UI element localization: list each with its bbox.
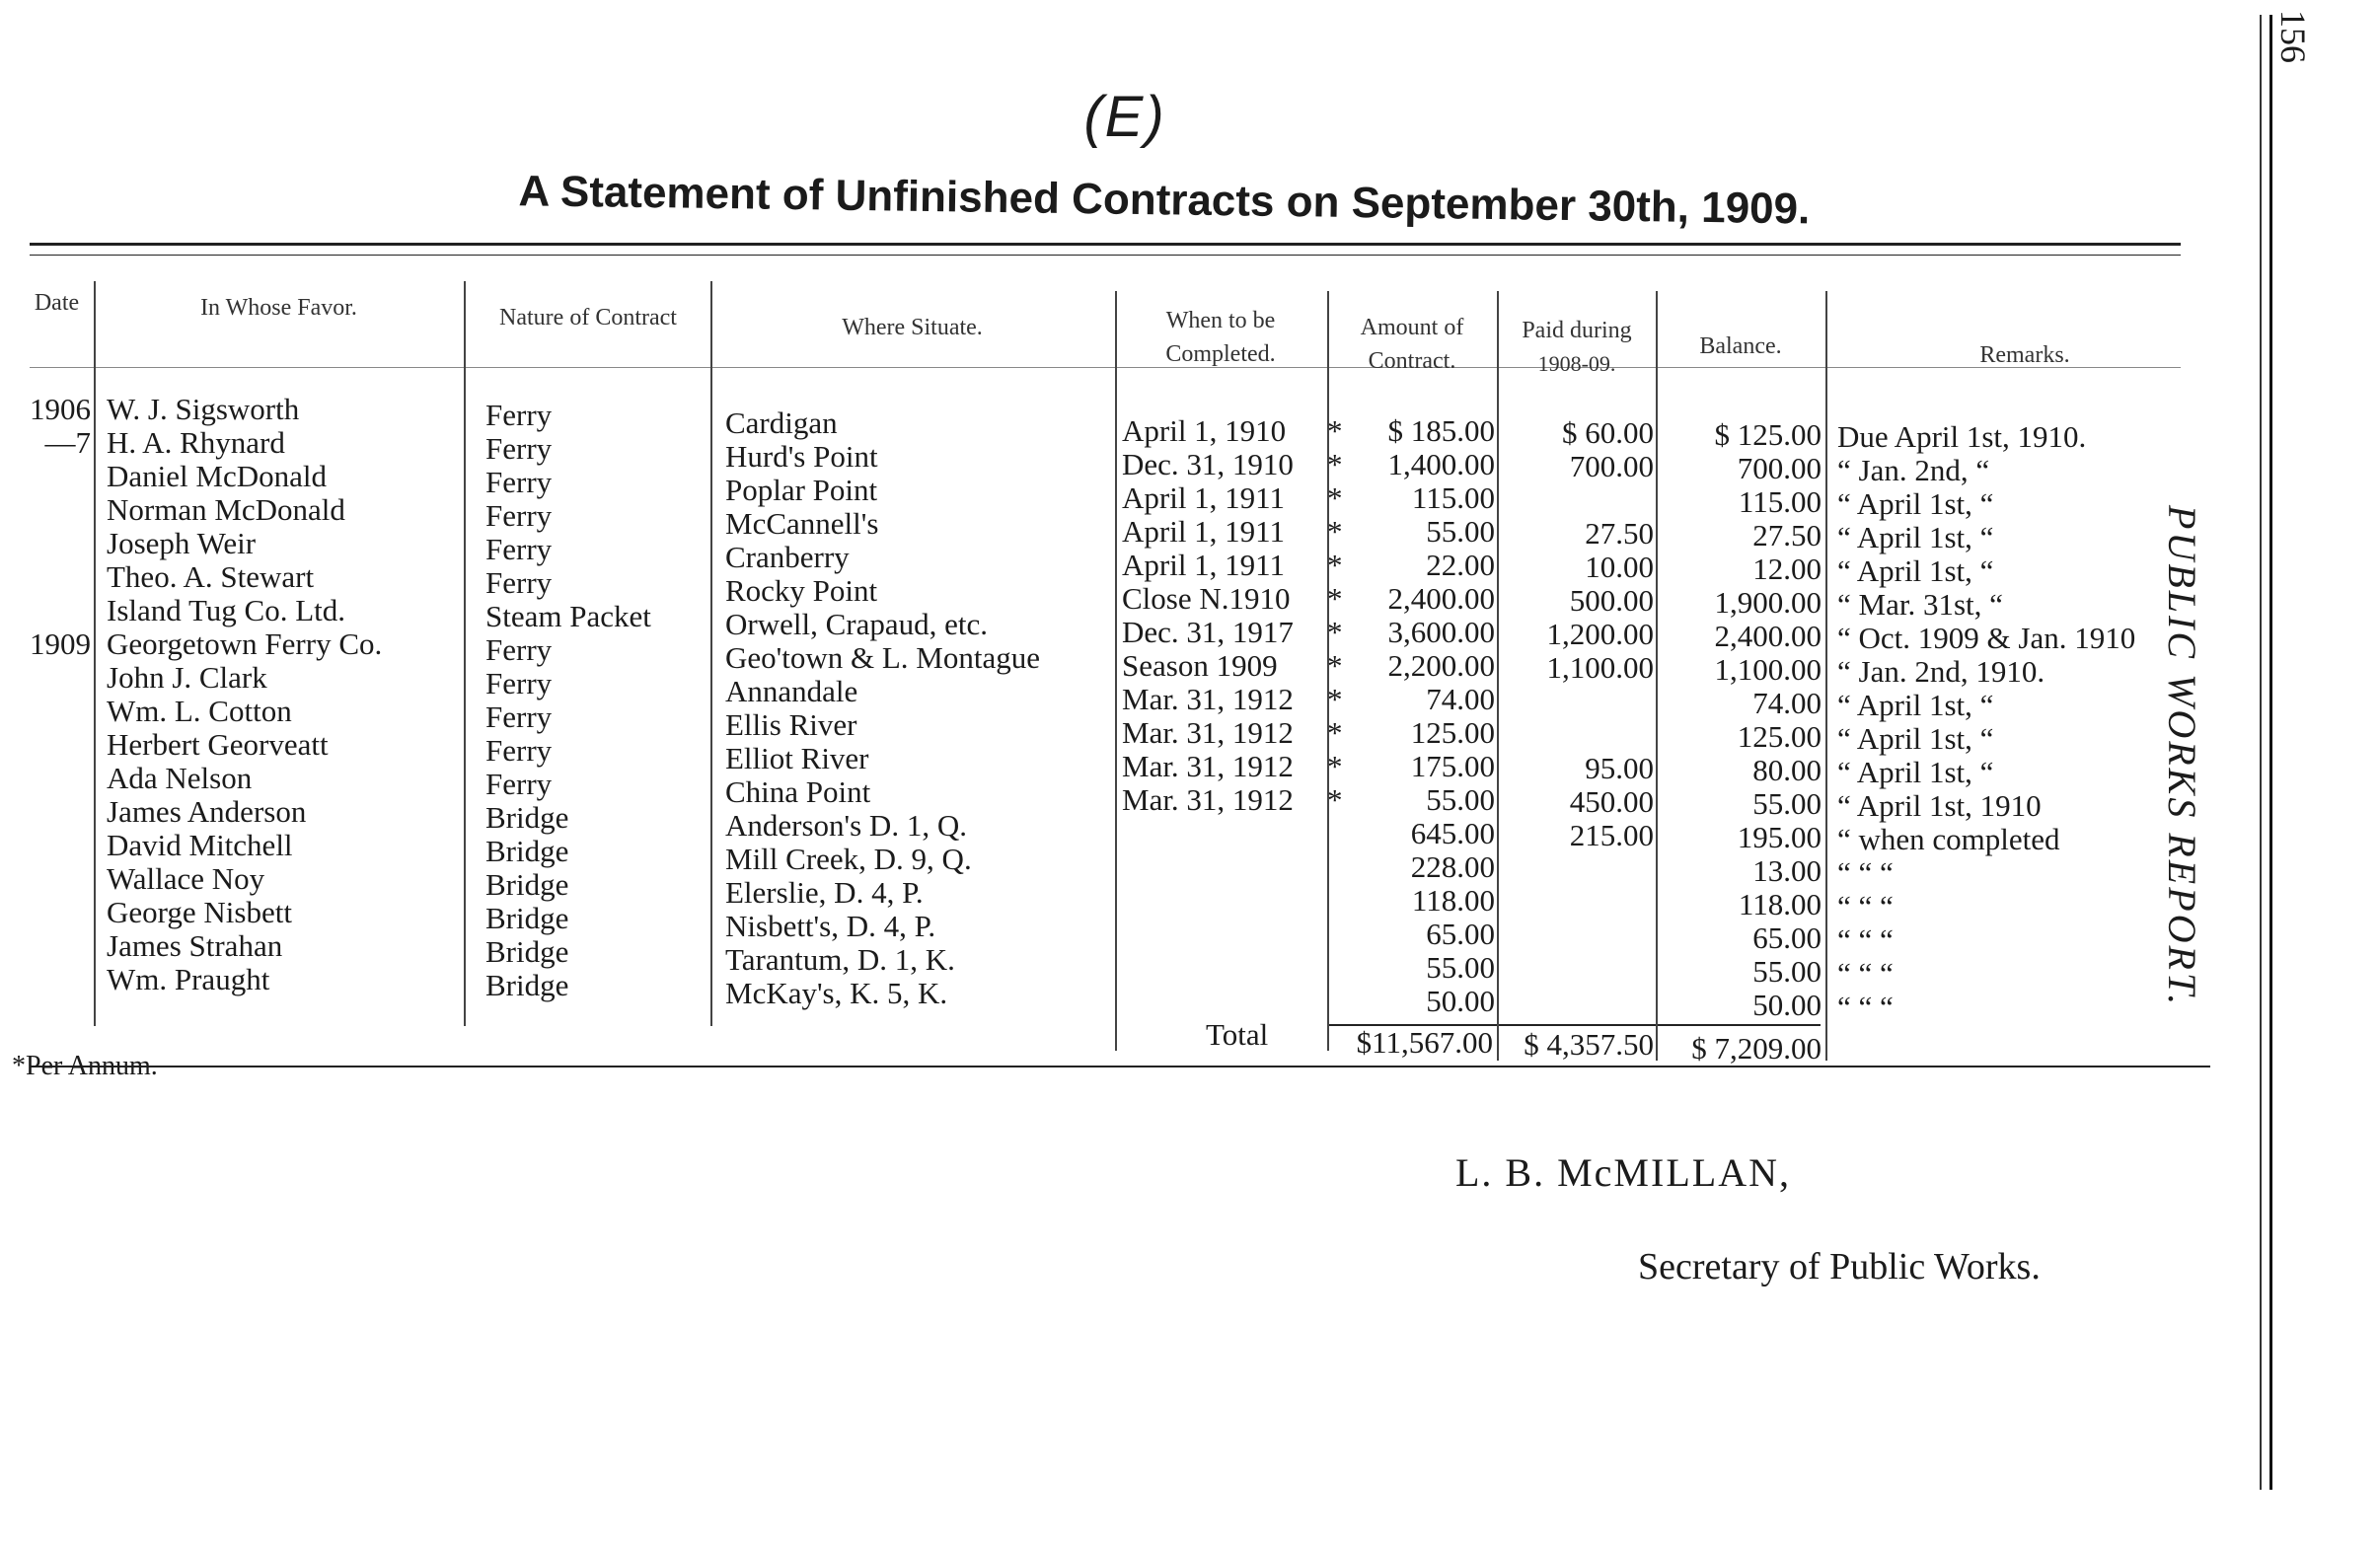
cell-where: Tarantum, D. 1, K. xyxy=(725,942,955,977)
cell-amount: 1,400.00 xyxy=(1387,447,1495,481)
cell-balance: 27.50 xyxy=(1752,518,1822,552)
cell-remarks: “ Jan. 2nd, 1910. xyxy=(1837,654,2045,689)
column-divider xyxy=(94,281,96,1026)
column-divider xyxy=(710,281,712,1026)
cell-paid: 10.00 xyxy=(1585,550,1654,584)
cell-balance: 1,100.00 xyxy=(1714,652,1822,687)
cell-where: Elliot River xyxy=(725,741,869,775)
cell-favor: Wallace Noy xyxy=(107,861,265,896)
cell-favor: James Strahan xyxy=(107,928,283,963)
cell-nature: Bridge xyxy=(485,968,569,1002)
cell-when: Mar. 31, 1912 xyxy=(1122,715,1294,750)
cell-star: * xyxy=(1327,447,1343,481)
cell-remarks: “ Mar. 31st, “ xyxy=(1837,587,2003,622)
cell-amount: 55.00 xyxy=(1426,950,1495,985)
cell-remarks: “ Jan. 2nd, “ xyxy=(1837,453,1990,487)
cell-amount: 228.00 xyxy=(1410,849,1495,884)
cell-amount: 65.00 xyxy=(1426,917,1495,951)
cell-remarks: “ April 1st, “ xyxy=(1837,520,1994,554)
cell-where: Hurd's Point xyxy=(725,439,878,474)
cell-paid: $ 60.00 xyxy=(1562,415,1654,450)
cell-balance: 55.00 xyxy=(1752,786,1822,821)
cell-where: Rocky Point xyxy=(725,573,878,608)
cell-nature: Ferry xyxy=(485,632,553,667)
total-amount: $11,567.00 xyxy=(1356,1025,1493,1060)
cell-nature: Ferry xyxy=(485,398,553,432)
cell-favor: Herbert Georveatt xyxy=(107,727,329,762)
cell-balance: 12.00 xyxy=(1752,552,1822,586)
cell-balance: 80.00 xyxy=(1752,753,1822,787)
page-number: 156 xyxy=(2273,10,2313,63)
cell-favor: Wm. Praught xyxy=(107,962,270,996)
cell-when: Dec. 31, 1910 xyxy=(1122,447,1294,481)
cell-nature: Ferry xyxy=(485,666,553,700)
cell-balance: 118.00 xyxy=(1738,887,1822,921)
cell-star: * xyxy=(1327,782,1343,817)
cell-amount: 50.00 xyxy=(1426,984,1495,1018)
cell-balance: 50.00 xyxy=(1752,988,1822,1022)
column-header-when-line2: Completed. xyxy=(1165,341,1276,367)
cell-paid: 95.00 xyxy=(1585,751,1654,785)
cell-nature: Bridge xyxy=(485,834,569,868)
cell-nature: Ferry xyxy=(485,565,553,600)
cell-when: Close N.1910 xyxy=(1122,581,1291,616)
cell-remarks: “ “ “ xyxy=(1837,855,1894,890)
column-header-amount-line2: Contract. xyxy=(1368,348,1456,374)
cell-remarks: “ “ “ xyxy=(1837,956,1894,991)
cell-date: 1909 xyxy=(30,626,91,661)
cell-amount: 645.00 xyxy=(1410,816,1495,850)
cell-favor: Island Tug Co. Ltd. xyxy=(107,593,346,627)
cell-star: * xyxy=(1327,514,1343,549)
column-header-balance: Balance. xyxy=(1699,333,1782,359)
cell-favor: H. A. Rhynard xyxy=(107,425,285,460)
cell-balance: 115.00 xyxy=(1738,484,1822,519)
column-header-amount xyxy=(1329,311,1495,378)
cell-remarks: “ “ “ xyxy=(1837,922,1894,957)
cell-nature: Ferry xyxy=(485,465,553,499)
column-header-paid-line1: Paid during xyxy=(1522,318,1632,343)
cell-nature: Ferry xyxy=(485,733,553,768)
cell-paid: 1,200.00 xyxy=(1546,617,1654,651)
cell-when: Mar. 31, 1912 xyxy=(1122,749,1294,783)
cell-remarks: “ when completed xyxy=(1837,822,2060,856)
cell-remarks: “ April 1st, “ xyxy=(1837,755,1994,789)
cell-balance: 13.00 xyxy=(1752,853,1822,888)
cell-amount: 55.00 xyxy=(1426,782,1495,817)
cell-balance: 195.00 xyxy=(1737,820,1822,854)
cell-paid: 215.00 xyxy=(1569,818,1654,852)
section-letter: (E) xyxy=(1083,85,1166,149)
cell-amount: $ 185.00 xyxy=(1387,413,1495,448)
cell-remarks: “ April 1st, “ xyxy=(1837,688,1994,722)
side-running-title: PUBLIC WORKS REPORT. xyxy=(2160,505,2204,1008)
cell-paid: 700.00 xyxy=(1569,449,1654,483)
cell-where: Poplar Point xyxy=(725,473,878,507)
cell-where: Anderson's D. 1, Q. xyxy=(725,808,967,843)
cell-favor: Ada Nelson xyxy=(107,761,253,795)
signature-name: L. B. McMILLAN, xyxy=(1455,1150,1791,1195)
table-bottom-rule xyxy=(30,1066,2210,1067)
cell-remarks: “ Oct. 1909 & Jan. 1910 xyxy=(1837,621,2136,655)
cell-balance: $ 125.00 xyxy=(1714,417,1822,452)
cell-where: Geo'town & L. Montague xyxy=(725,640,1040,675)
cell-when: April 1, 1910 xyxy=(1122,413,1287,448)
column-divider xyxy=(1825,291,1827,1061)
cell-balance: 1,900.00 xyxy=(1714,585,1822,620)
cell-when: April 1, 1911 xyxy=(1122,514,1286,549)
column-header-paid-line2: 1908-09. xyxy=(1537,351,1616,376)
cell-when: Mar. 31, 1912 xyxy=(1122,682,1294,716)
cell-where: Nisbett's, D. 4, P. xyxy=(725,909,936,943)
cell-when: April 1, 1911 xyxy=(1122,480,1286,515)
cell-where: Orwell, Crapaud, etc. xyxy=(725,607,988,641)
cell-paid: 450.00 xyxy=(1569,784,1654,819)
column-divider xyxy=(1115,291,1117,1051)
cell-where: Mill Creek, D. 9, Q. xyxy=(725,842,972,876)
total-label: Total xyxy=(1206,1017,1269,1052)
column-header-where: Where Situate. xyxy=(842,315,983,340)
cell-where: Elerslie, D. 4, P. xyxy=(725,875,924,910)
column-header-paid xyxy=(1499,314,1655,381)
cell-favor: W. J. Sigsworth xyxy=(107,392,300,426)
cell-remarks: Due April 1st, 1910. xyxy=(1837,419,2087,454)
cell-amount: 55.00 xyxy=(1426,514,1495,549)
cell-where: McKay's, K. 5, K. xyxy=(725,976,948,1010)
cell-star: * xyxy=(1327,749,1343,783)
column-header-when xyxy=(1117,304,1324,371)
cell-favor: Theo. A. Stewart xyxy=(107,559,315,594)
page-edge-rule-inner xyxy=(2260,15,2262,1490)
total-paid: $ 4,357.50 xyxy=(1524,1027,1654,1062)
cell-amount: 22.00 xyxy=(1426,548,1495,582)
cell-nature: Ferry xyxy=(485,532,553,566)
column-header-nature: Nature of Contract xyxy=(499,305,677,331)
cell-balance: 55.00 xyxy=(1752,954,1822,989)
cell-favor: Joseph Weir xyxy=(107,526,257,560)
page-title: A Statement of Unfinished Contracts on September 30th, 1909. xyxy=(518,167,1811,234)
cell-favor: David Mitchell xyxy=(107,828,293,862)
cell-paid: 27.50 xyxy=(1585,516,1654,551)
cell-favor: Norman McDonald xyxy=(107,492,345,527)
cell-paid: 500.00 xyxy=(1569,583,1654,618)
cell-amount: 115.00 xyxy=(1411,480,1495,515)
cell-paid: 1,100.00 xyxy=(1546,650,1654,685)
cell-favor: Daniel McDonald xyxy=(107,459,327,493)
cell-star: * xyxy=(1327,548,1343,582)
cell-star: * xyxy=(1327,682,1343,716)
cell-amount: 74.00 xyxy=(1426,682,1495,716)
cell-when: Dec. 31, 1917 xyxy=(1122,615,1294,649)
cell-nature: Bridge xyxy=(485,867,569,902)
cell-favor: George Nisbett xyxy=(107,895,292,929)
cell-remarks: “ “ “ xyxy=(1837,889,1894,923)
cell-star: * xyxy=(1327,413,1343,448)
page-edge-rule xyxy=(2269,15,2272,1490)
cell-remarks: “ April 1st, “ xyxy=(1837,553,1994,588)
column-header-favor: In Whose Favor. xyxy=(200,295,357,321)
cell-remarks: “ “ “ xyxy=(1837,990,1894,1024)
cell-star: * xyxy=(1327,615,1343,649)
cell-nature: Ferry xyxy=(485,699,553,734)
cell-balance: 700.00 xyxy=(1737,451,1822,485)
cell-nature: Bridge xyxy=(485,934,569,969)
table-top-rule xyxy=(30,243,2181,246)
cell-remarks: “ April 1st, “ xyxy=(1837,486,1994,521)
cell-star: * xyxy=(1327,648,1343,683)
cell-nature: Bridge xyxy=(485,901,569,935)
cell-when: Mar. 31, 1912 xyxy=(1122,782,1294,817)
cell-amount: 175.00 xyxy=(1410,749,1495,783)
cell-star: * xyxy=(1327,480,1343,515)
signature-title: Secretary of Public Works. xyxy=(1638,1246,2041,1288)
cell-nature: Bridge xyxy=(485,800,569,835)
cell-where: Ellis River xyxy=(725,707,857,742)
cell-remarks: “ April 1st, 1910 xyxy=(1837,788,2042,823)
total-balance: $ 7,209.00 xyxy=(1691,1031,1822,1066)
cell-favor: Georgetown Ferry Co. xyxy=(107,626,383,661)
cell-where: China Point xyxy=(725,774,871,809)
cell-nature: Steam Packet xyxy=(485,599,651,633)
column-header-when-line1: When to be xyxy=(1165,308,1276,333)
cell-where: Cranberry xyxy=(725,540,850,574)
cell-star: * xyxy=(1327,581,1343,616)
cell-balance: 2,400.00 xyxy=(1714,619,1822,653)
cell-amount: 118.00 xyxy=(1411,883,1495,918)
cell-remarks: “ April 1st, “ xyxy=(1837,721,1994,756)
column-header-amount-line1: Amount of xyxy=(1360,315,1464,340)
cell-favor: James Anderson xyxy=(107,794,307,829)
cell-balance: 74.00 xyxy=(1752,686,1822,720)
cell-amount: 125.00 xyxy=(1410,715,1495,750)
cell-balance: 125.00 xyxy=(1737,719,1822,754)
cell-amount: 3,600.00 xyxy=(1387,615,1495,649)
cell-favor: John J. Clark xyxy=(107,660,267,695)
cell-when: Season 1909 xyxy=(1122,648,1278,683)
cell-amount: 2,400.00 xyxy=(1387,581,1495,616)
cell-amount: 2,200.00 xyxy=(1387,648,1495,683)
cell-balance: 65.00 xyxy=(1752,920,1822,955)
footnote: *Per Annum. xyxy=(12,1051,158,1081)
column-header-remarks: Remarks. xyxy=(1979,342,2070,368)
cell-date: 1906 xyxy=(30,392,91,426)
cell-star: * xyxy=(1327,715,1343,750)
cell-when: April 1, 1911 xyxy=(1122,548,1286,582)
cell-nature: Ferry xyxy=(485,767,553,801)
cell-nature: Ferry xyxy=(485,498,553,533)
column-divider xyxy=(464,281,466,1026)
table-top-rule-2 xyxy=(30,255,2181,256)
cell-nature: Ferry xyxy=(485,431,553,466)
cell-where: McCannell's xyxy=(725,506,879,541)
cell-where: Annandale xyxy=(725,674,858,708)
cell-date: —7 xyxy=(44,425,91,460)
cell-where: Cardigan xyxy=(725,405,838,440)
column-header-date: Date xyxy=(34,290,80,316)
cell-favor: Wm. L. Cotton xyxy=(107,694,292,728)
